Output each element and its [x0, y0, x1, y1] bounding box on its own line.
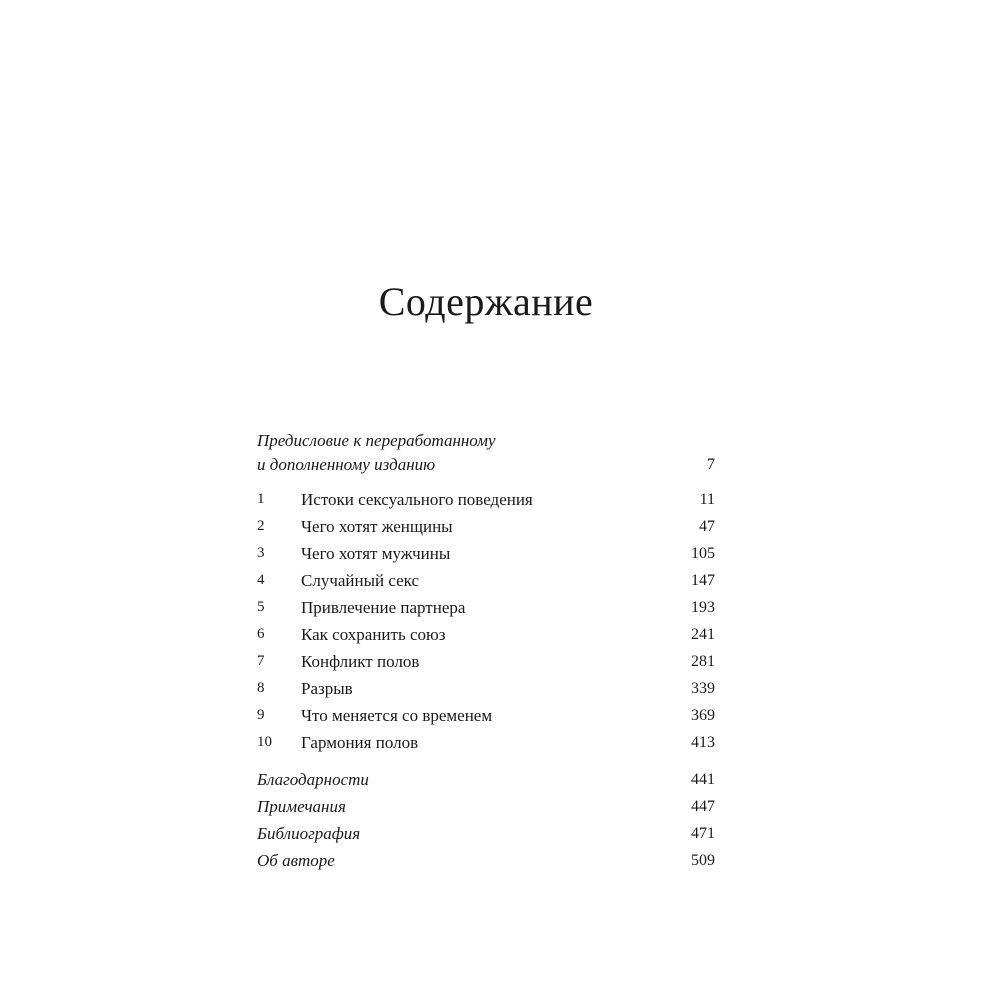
preface-page-number: 7 — [707, 456, 715, 473]
back-matter-page-number: 447 — [691, 798, 715, 815]
chapter-page-number: 11 — [699, 491, 715, 508]
chapter-title: Истоки сексуального поведения — [301, 490, 533, 509]
back-matter-title: Об авторе — [257, 851, 335, 870]
chapter-number: 7 — [257, 653, 265, 669]
chapter-page-number: 47 — [699, 518, 715, 535]
toc-entry-chapter-3[interactable] — [257, 540, 715, 567]
chapter-page-number: 339 — [691, 680, 715, 697]
preface-title-line-1: Предисловие к переработанному — [257, 431, 496, 450]
toc-entry-bibliography[interactable] — [257, 820, 715, 847]
page-title: Содержание — [378, 279, 594, 324]
chapter-title: Чего хотят женщины — [301, 517, 453, 536]
section-spacer — [257, 756, 715, 766]
toc-entry-chapter-8[interactable] — [257, 675, 715, 702]
chapter-title: Разрыв — [301, 679, 353, 698]
back-matter-page-number: 509 — [691, 852, 715, 869]
chapter-number: 9 — [257, 707, 265, 723]
chapter-number: 3 — [257, 545, 265, 561]
toc-entry-chapter-2[interactable] — [257, 513, 715, 540]
chapter-page-number: 413 — [691, 734, 715, 751]
chapter-title: Конфликт полов — [301, 652, 420, 671]
back-matter-title: Библиография — [257, 824, 361, 843]
table-of-contents — [257, 429, 715, 874]
toc-entry-about-author[interactable] — [257, 847, 715, 874]
toc-entry-chapter-9[interactable] — [257, 702, 715, 729]
toc-entry-chapter-10[interactable] — [257, 729, 715, 756]
chapter-page-number: 105 — [691, 545, 715, 562]
chapter-title: Привлечение партнера — [301, 598, 466, 617]
chapter-title: Случайный секс — [301, 571, 420, 590]
toc-entry-chapter-6[interactable] — [257, 621, 715, 648]
chapter-number: 1 — [257, 491, 265, 507]
chapter-page-number: 241 — [691, 626, 715, 643]
back-matter-page-number: 471 — [691, 825, 715, 842]
toc-entry-chapter-5[interactable] — [257, 594, 715, 621]
chapter-number: 8 — [257, 680, 265, 696]
back-matter-title: Примечания — [257, 797, 346, 816]
back-matter-title: Благодарности — [257, 770, 369, 789]
chapter-title: Чего хотят мужчины — [301, 544, 451, 563]
chapter-number: 5 — [257, 599, 265, 615]
chapter-title: Как сохранить союз — [301, 625, 446, 644]
chapter-page-number: 147 — [691, 572, 715, 589]
toc-entry-acknowledgements[interactable] — [257, 766, 715, 793]
chapter-number: 2 — [257, 518, 265, 534]
toc-entry-preface[interactable] — [257, 429, 715, 481]
chapter-page-number: 369 — [691, 707, 715, 724]
toc-entry-chapter-1[interactable] — [257, 486, 715, 513]
toc-entry-chapter-7[interactable] — [257, 648, 715, 675]
chapter-number: 10 — [257, 734, 272, 750]
chapter-title: Что меняется со временем — [301, 706, 493, 725]
chapter-title: Гармония полов — [301, 733, 419, 752]
toc-entry-chapter-4[interactable] — [257, 567, 715, 594]
chapter-number: 4 — [257, 572, 265, 588]
preface-title-line-2: и дополненному изданию — [257, 455, 436, 474]
chapter-page-number: 281 — [691, 653, 715, 670]
chapter-number: 6 — [257, 626, 265, 642]
chapter-page-number: 193 — [691, 599, 715, 616]
toc-entry-notes[interactable] — [257, 793, 715, 820]
back-matter-page-number: 441 — [691, 771, 715, 788]
